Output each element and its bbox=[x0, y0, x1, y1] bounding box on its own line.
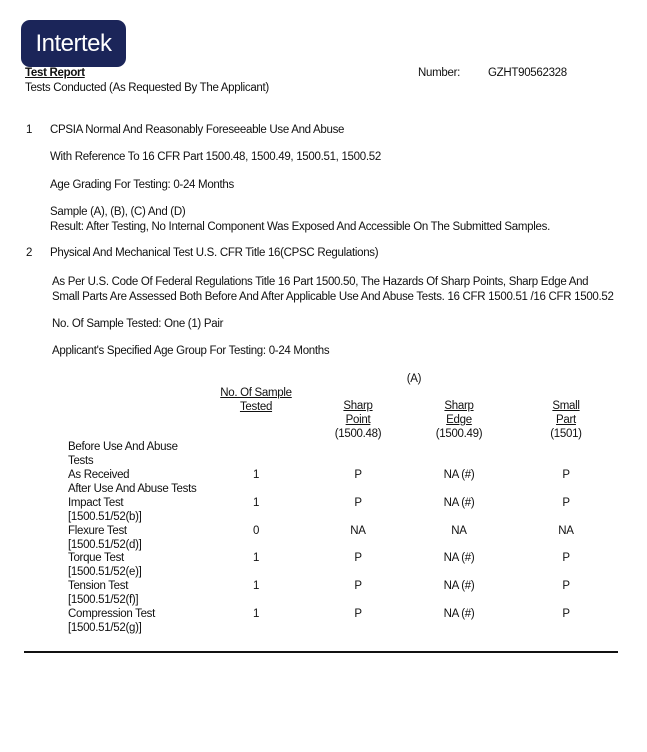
section1-sample: Sample (A), (B), (C) And (D) bbox=[50, 206, 186, 218]
section1-result: Result: After Testing, No Internal Component Was Exposed And Accessible On The Submitted Samples. bbox=[50, 221, 550, 233]
row-test-name: Flexure Test [1500.51/52(d)] bbox=[68, 525, 142, 551]
number-label: Number: bbox=[418, 67, 460, 79]
cell-point: P bbox=[354, 469, 362, 481]
header-sharp-edge: Sharp Edge (1500.49) bbox=[435, 400, 483, 440]
cell-part: NA bbox=[558, 525, 574, 537]
report-title: Test Report bbox=[25, 67, 85, 79]
section2-title: Physical And Mechanical Test U.S. CFR Title 16(CPSC Regulations) bbox=[50, 247, 379, 259]
cell-point: NA bbox=[350, 525, 366, 537]
group-before: Before Use And Abuse Tests bbox=[68, 441, 178, 467]
section1-age: Age Grading For Testing: 0-24 Months bbox=[50, 179, 234, 191]
cell-part: P bbox=[562, 580, 570, 592]
section2-para-line1: As Per U.S. Code Of Federal Regulations Title 16 Part 1500.50, The Hazards Of Sharp Points, Sharp Edge And bbox=[52, 276, 589, 288]
cell-tested: 1 bbox=[252, 552, 260, 564]
header-tested: No. Of Sample Tested bbox=[220, 387, 292, 413]
cell-edge: NA (#) bbox=[443, 552, 475, 564]
cell-part: P bbox=[562, 608, 570, 620]
section1-title: CPSIA Normal And Reasonably Foreseeable Use And Abuse bbox=[50, 124, 345, 136]
cell-part: P bbox=[562, 497, 570, 509]
bottom-rule bbox=[24, 651, 618, 653]
cell-point: P bbox=[354, 497, 362, 509]
cell-point: P bbox=[354, 580, 362, 592]
row-test-name: Torque Test [1500.51/52(e)] bbox=[68, 552, 142, 578]
cell-tested: 1 bbox=[252, 469, 260, 481]
number-value: GZHT90562328 bbox=[488, 67, 567, 79]
cell-tested: 1 bbox=[252, 608, 260, 620]
row-test-name: Tension Test [1500.51/52(f)] bbox=[68, 580, 139, 606]
row-test-name: Compression Test [1500.51/52(g)] bbox=[68, 608, 156, 634]
section2-para-line2: Small Parts Are Assessed Both Before And After Applicable Use And Abuse Tests. 16 CFR 1500.51 /16 CFR 1500.52 bbox=[52, 291, 614, 303]
cell-tested: 1 bbox=[252, 580, 260, 592]
intertek-logo: Intertek bbox=[21, 20, 126, 67]
group-after: After Use And Abuse Tests bbox=[68, 483, 197, 495]
section2-age: Applicant's Specified Age Group For Testing: 0-24 Months bbox=[52, 345, 330, 357]
cell-point: P bbox=[354, 552, 362, 564]
section1-number: 1 bbox=[26, 124, 33, 136]
cell-edge: NA bbox=[451, 525, 467, 537]
cell-edge: NA (#) bbox=[443, 608, 475, 620]
header-sharp-point: Sharp Point (1500.48) bbox=[334, 400, 382, 440]
row-test-name: Impact Test [1500.51/52(b)] bbox=[68, 497, 142, 523]
report-subtitle: Tests Conducted (As Requested By The Applicant) bbox=[25, 82, 269, 94]
cell-edge: NA (#) bbox=[443, 469, 475, 481]
cell-edge: NA (#) bbox=[443, 497, 475, 509]
sample-label: (A) bbox=[406, 373, 422, 385]
section1-reference: With Reference To 16 CFR Part 1500.48, 1500.49, 1500.51, 1500.52 bbox=[50, 151, 381, 163]
cell-tested: 0 bbox=[252, 525, 260, 537]
section2-number: 2 bbox=[26, 247, 33, 259]
header-small-part: Small Part (1501) bbox=[550, 400, 582, 440]
cell-edge: NA (#) bbox=[443, 580, 475, 592]
row-test-name: As Received bbox=[68, 469, 130, 481]
cell-tested: 1 bbox=[252, 497, 260, 509]
cell-part: P bbox=[562, 469, 570, 481]
section2-samples: No. Of Sample Tested: One (1) Pair bbox=[52, 318, 224, 330]
cell-part: P bbox=[562, 552, 570, 564]
cell-point: P bbox=[354, 608, 362, 620]
